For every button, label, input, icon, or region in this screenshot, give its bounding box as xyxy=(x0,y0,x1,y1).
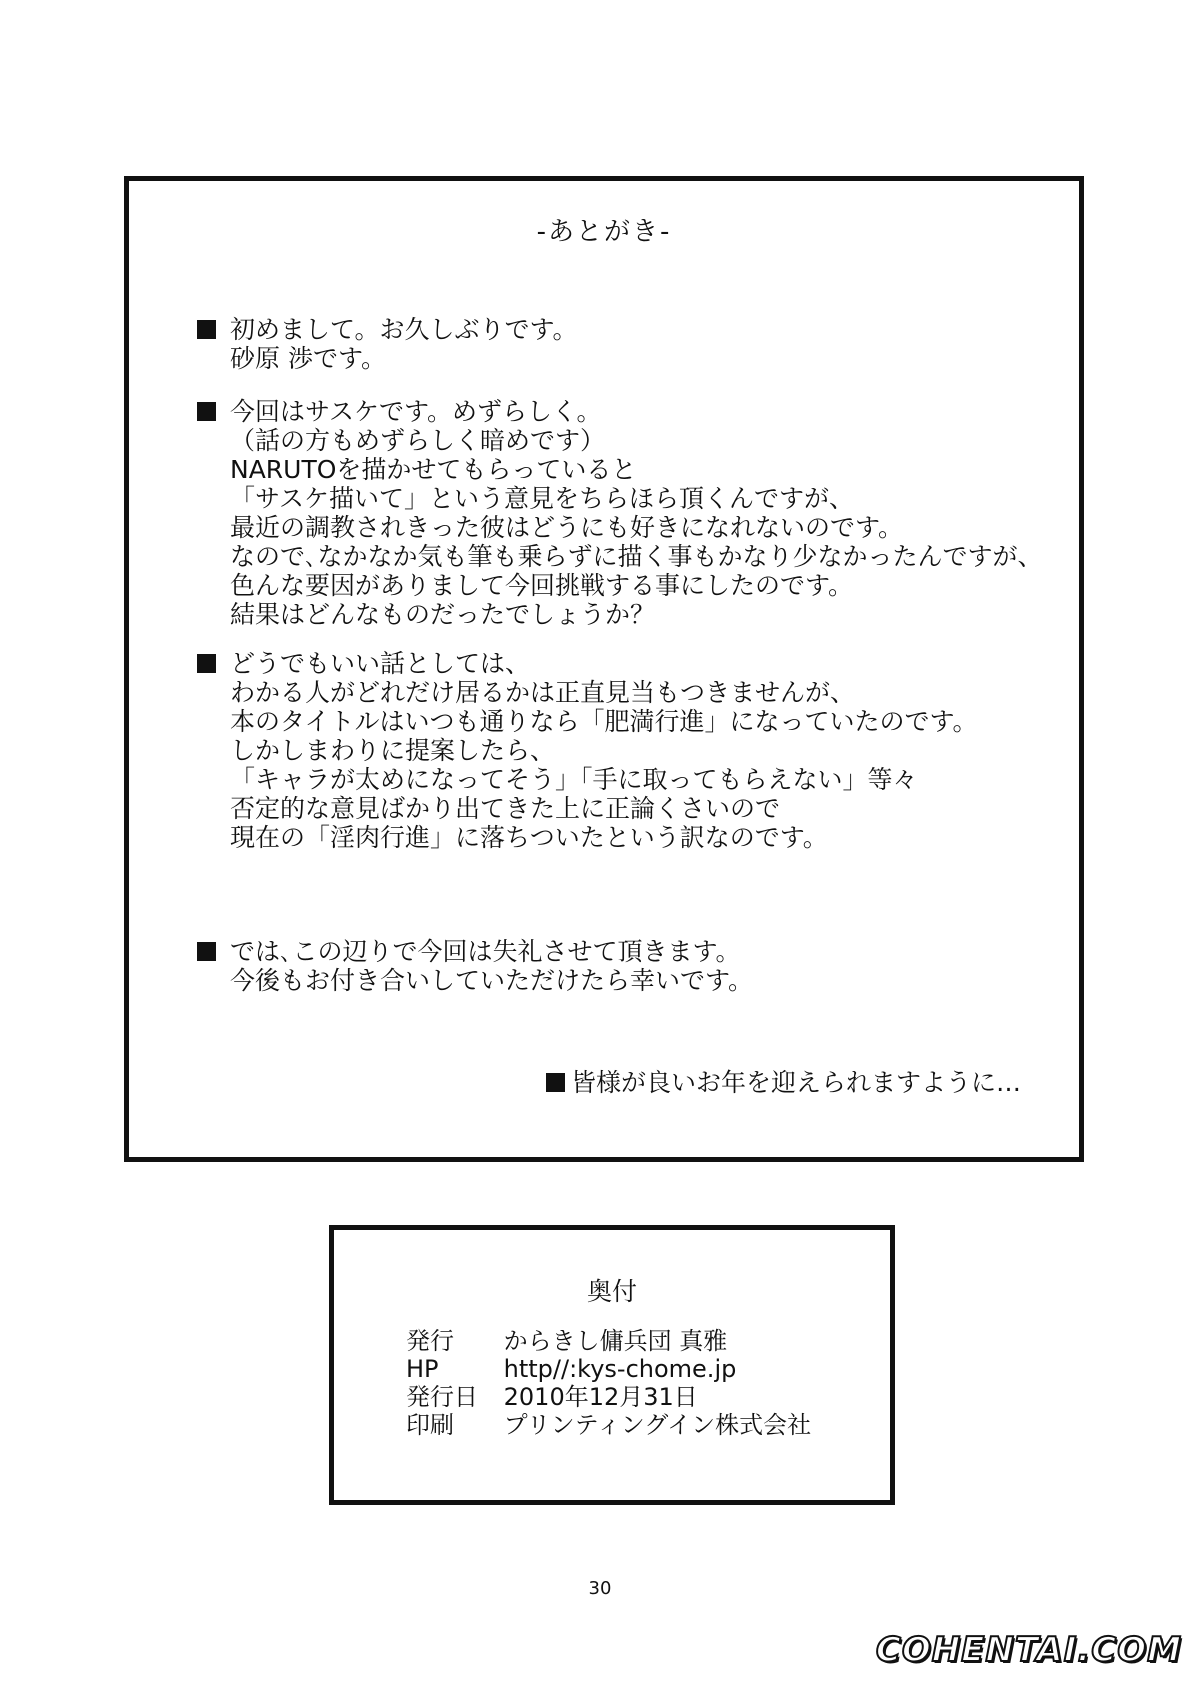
page-number: 30 xyxy=(588,1578,612,1599)
site-watermark: COHENTAI.COM xyxy=(875,1630,1182,1670)
afterword-closing: 皆様が良いお年を迎えられますように… xyxy=(546,1063,1021,1099)
paragraph-line: 「サスケ描いて」という意見をちらほら頂くんですが、 xyxy=(230,484,855,513)
colophon-row-printer xyxy=(406,1410,811,1440)
colophon-value: http//:kys-chome.jp xyxy=(503,1355,737,1383)
paragraph-line: 本のタイトルはいつも通りなら「肥満行進」になっていたのです。 xyxy=(230,707,978,736)
colophon-label: HP xyxy=(406,1355,439,1383)
paragraph-line: 否定的な意見ばかり出てきた上に正論くさいので xyxy=(230,794,781,823)
paragraph-line: では､この辺りで今回は失礼させて頂きます。 xyxy=(197,937,753,966)
afterword-paragraph-title-story xyxy=(197,649,978,852)
paragraph-line: 今後もお付き合いしていただけたら幸いです。 xyxy=(230,966,754,995)
paragraph-line: NARUTOを描かせてもらっていると xyxy=(230,455,637,484)
colophon-box xyxy=(329,1225,895,1505)
paragraph-line: 砂原 渉です。 xyxy=(230,344,386,373)
afterword-paragraph-greeting xyxy=(197,315,578,373)
paragraph-line: 今回はサスケです。めずらしく。 xyxy=(197,397,1043,426)
paragraph-line: 現在の「淫肉行進」に落ちついたという訳なのです。 xyxy=(230,823,828,852)
paragraph-line: 色んな要因がありまして今回挑戦する事にしたのです。 xyxy=(230,571,854,600)
paragraph-line: 「キャラが太めになってそう」「手に取ってもらえない」等々 xyxy=(230,765,918,794)
colophon-label: 発行日 xyxy=(406,1383,478,1411)
paragraph-line: （話の方もめずらしく暗めです） xyxy=(230,426,606,455)
afterword-paragraph-farewell xyxy=(197,937,753,995)
colophon-value: プリンティングイン株式会社 xyxy=(503,1411,812,1439)
paragraph-line: わかる人がどれだけ居るかは正直見当もつきませんが、 xyxy=(230,678,856,707)
paragraph-line: どうでもいい話としては、 xyxy=(197,649,978,678)
paragraph-line: 初めまして。お久しぶりです。 xyxy=(197,315,578,344)
paragraph-line: しかしまわりに提案したら、 xyxy=(230,736,556,765)
colophon-row-homepage xyxy=(406,1354,736,1384)
afterword-title: -あとがき- xyxy=(536,217,672,247)
colophon-value: からきし傭兵団 真雅 xyxy=(503,1327,728,1355)
colophon-label: 印刷 xyxy=(406,1411,454,1439)
afterword-paragraph-sasuke xyxy=(197,397,1043,629)
paragraph-line: なので､なかなか気も筆も乗らずに描く事もかなり少なかったんですが、 xyxy=(230,542,1043,571)
paragraph-line: 結果はどんなものだったでしょうか？ xyxy=(230,600,656,629)
colophon-value: 2010年12月31日 xyxy=(503,1383,698,1411)
paragraph-line: 最近の調教されきった彼はどうにも好きになれないのです。 xyxy=(230,513,904,542)
afterword-box xyxy=(124,176,1084,1162)
colophon-row-publisher xyxy=(406,1326,727,1356)
colophon-row-date xyxy=(406,1382,698,1412)
colophon-label: 発行 xyxy=(406,1327,454,1355)
colophon-title: 奥付 xyxy=(586,1277,637,1306)
